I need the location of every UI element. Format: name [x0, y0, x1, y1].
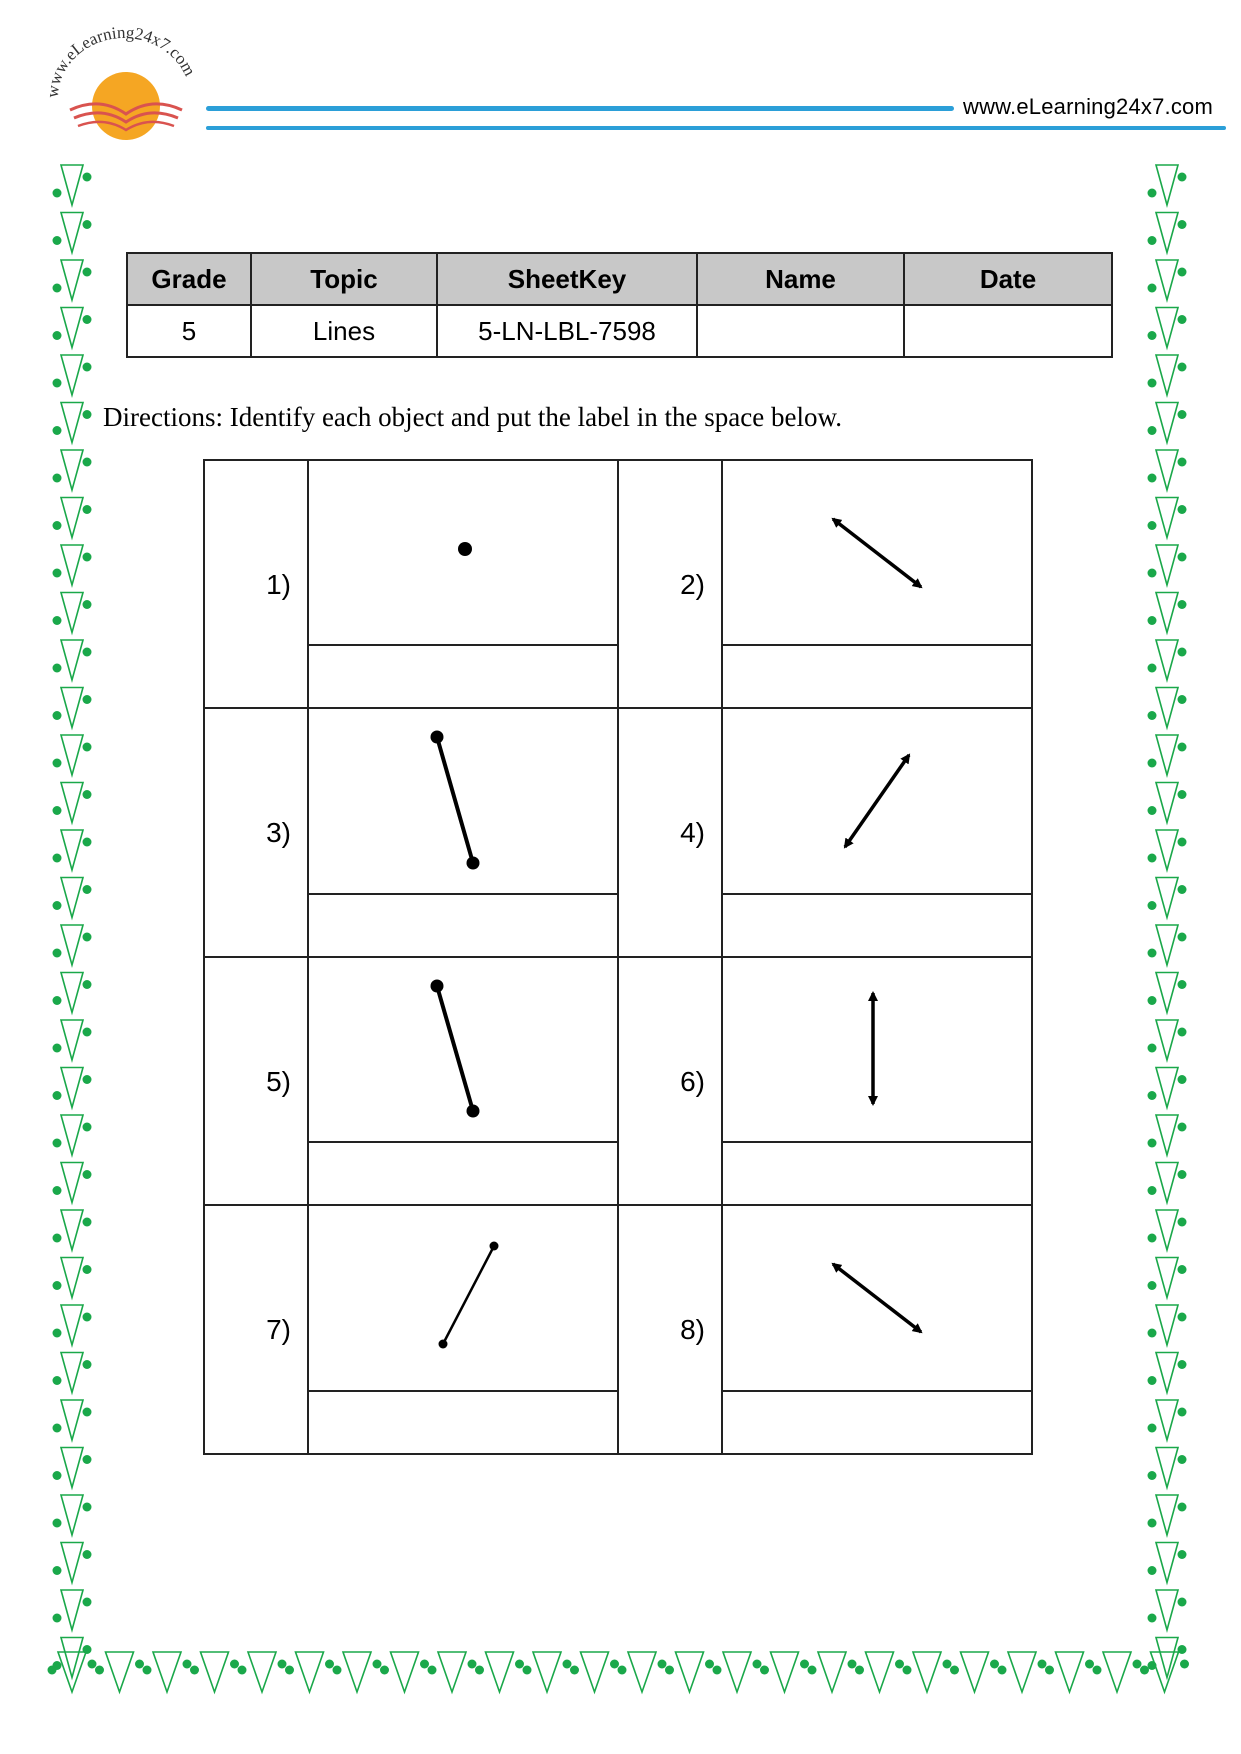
segment-icon — [437, 737, 473, 863]
header-rule-bottom — [206, 126, 1226, 130]
figure-line-segment — [309, 709, 617, 893]
sheetkey-value: 5-LN-LBL-7598 — [437, 305, 697, 357]
question-number-3: 3) — [266, 817, 291, 848]
border-left — [53, 165, 92, 1678]
line-icon — [845, 755, 909, 847]
figure-line — [723, 709, 1031, 893]
answer-space-8[interactable] — [723, 1392, 1031, 1453]
header-sheetkey: SheetKey — [437, 253, 697, 305]
header-name: Name — [697, 253, 904, 305]
answer-space-1[interactable] — [309, 646, 617, 707]
grid-line — [203, 1453, 1033, 1455]
question-number-8: 8) — [680, 1314, 705, 1345]
answer-space-4[interactable] — [723, 895, 1031, 956]
info-table — [126, 252, 1113, 358]
line-icon — [833, 519, 921, 587]
header-rule-top — [206, 106, 954, 111]
directions-text: Directions: Identify each object and put the label in the space below. — [103, 402, 842, 432]
name-field[interactable] — [697, 305, 904, 357]
segment-icon — [437, 986, 473, 1111]
grade-value: 5 — [127, 305, 251, 357]
answer-space-3[interactable] — [309, 895, 617, 956]
border-right — [1148, 165, 1187, 1678]
topic-value: Lines — [251, 305, 437, 357]
question-number-6: 6) — [680, 1066, 705, 1097]
figure-line — [723, 461, 1031, 644]
answer-space-7[interactable] — [309, 1392, 617, 1453]
question-number-1: 1) — [266, 569, 291, 600]
line-icon — [833, 1264, 921, 1332]
question-number-4: 4) — [680, 817, 705, 848]
figure-line — [723, 1206, 1031, 1390]
answer-space-2[interactable] — [723, 646, 1031, 707]
header-date: Date — [904, 253, 1112, 305]
info-header-row — [127, 253, 1112, 305]
answer-space-6[interactable] — [723, 1143, 1031, 1204]
logo-text: www.eLearning24x7.com — [42, 22, 200, 99]
border-bottom — [48, 1652, 1190, 1692]
header-grade: Grade — [127, 253, 251, 305]
info-value-row — [127, 305, 1112, 357]
figure-line-segment — [309, 958, 617, 1141]
question-number-7: 7) — [266, 1314, 291, 1345]
point-icon — [458, 542, 472, 556]
figure-line — [723, 958, 1031, 1141]
segment-icon — [443, 1246, 494, 1344]
question-number-2: 2) — [680, 569, 705, 600]
figure-point — [309, 461, 617, 644]
site-url: www.eLearning24x7.com — [963, 94, 1214, 119]
answer-space-5[interactable] — [309, 1143, 617, 1204]
header-topic: Topic — [251, 253, 437, 305]
question-grid — [203, 459, 1033, 1455]
figure-line-segment — [309, 1206, 617, 1390]
date-field[interactable] — [904, 305, 1112, 357]
question-number-5: 5) — [266, 1066, 291, 1097]
site-logo — [40, 18, 220, 148]
